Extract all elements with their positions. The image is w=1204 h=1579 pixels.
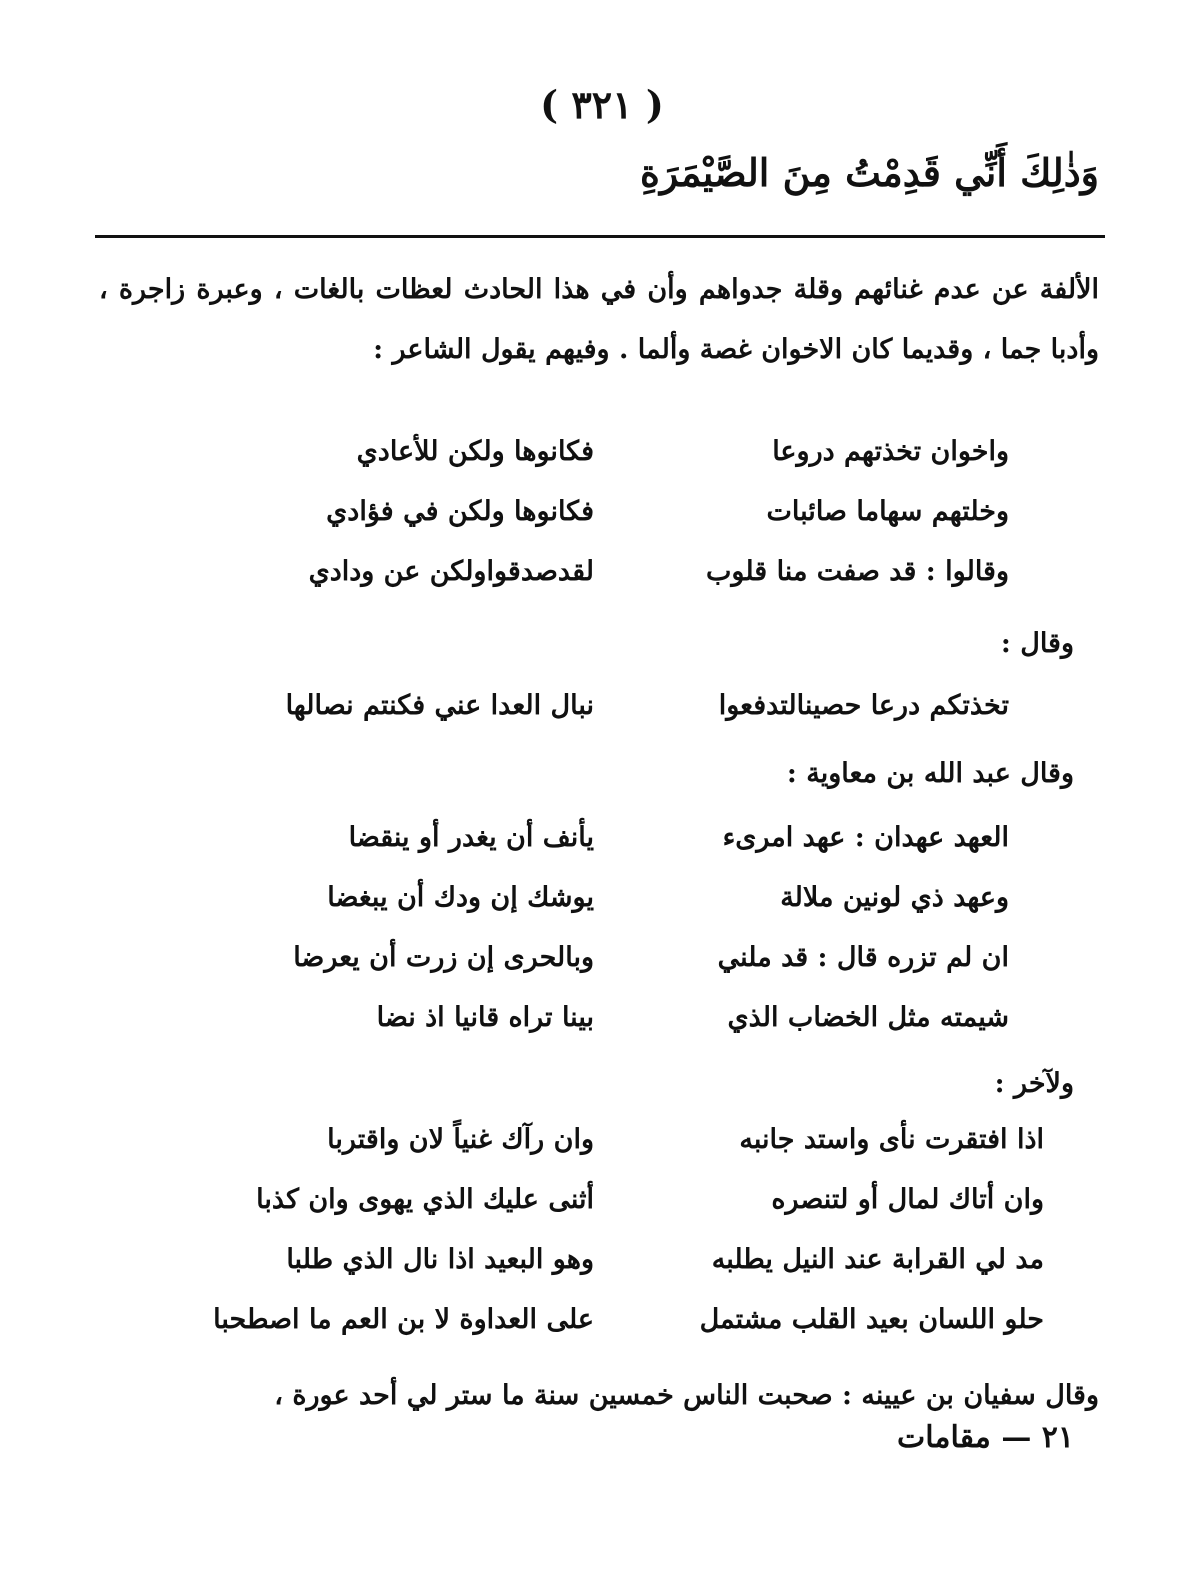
verse-first-hemistich: وان أتاك لمال أو لتنصره <box>771 1184 1044 1215</box>
verse-second-hemistich: وان رآك غنياً لان واقتربا <box>327 1124 594 1155</box>
verse-first-hemistich: وعهد ذي لونين ملالة <box>780 882 1009 913</box>
verse-first-hemistich: العهد عهدان : عهد امرىء <box>722 822 1009 853</box>
verse-second-hemistich: يوشك إن ودك أن يبغضا <box>327 882 594 913</box>
verse-second-hemistich: أثنى عليك الذي يهوى وان كذبا <box>256 1184 594 1215</box>
signature-footer: ٢١ — مقامات <box>897 1420 1074 1455</box>
verse-line <box>219 822 1009 882</box>
prose-paragraph-1 <box>99 260 1099 380</box>
verse-line <box>219 690 1009 750</box>
verse-line <box>164 1304 1044 1364</box>
verse-first-hemistich: مد لي القرابة عند النيل يطلبه <box>711 1244 1044 1275</box>
verse-first-hemistich: اذا افتقرت نأى واستد جانبه <box>739 1124 1044 1155</box>
verse-line <box>219 496 1009 556</box>
verse-second-hemistich: وبالحرى إن زرت أن يعرضا <box>293 942 594 973</box>
verse-line <box>219 436 1009 496</box>
verse-second-hemistich: لقدصدقواولكن عن ودادي <box>308 556 594 587</box>
verse-line <box>164 1124 1044 1184</box>
verse-line <box>164 1244 1044 1304</box>
verse-first-hemistich: تخذتكم درعا حصينالتدفعوا <box>718 690 1009 721</box>
verse-second-hemistich: نبال العدا عني فكنتم نصالها <box>285 690 594 721</box>
prose-paragraph-2 <box>99 1366 1099 1426</box>
verse-line <box>219 1002 1009 1062</box>
verse-second-hemistich: بينا تراه قانيا اذ نضا <box>376 1002 594 1033</box>
speaker-label: وقال : <box>1000 628 1074 659</box>
header-rule <box>95 235 1105 238</box>
prose-text: الألفة عن عدم غنائهم وقلة جدواهم وأن في هذا الحادث لعظات بالغات ، وعبرة زاجرة ، وأدبا جما ، وقديما كان الاخوان غصة وألما . وفيهم يقول الشاعر : <box>99 274 1099 365</box>
verse-second-hemistich: فكانوها ولكن للأعادي <box>356 436 594 467</box>
verse-line <box>219 556 1009 616</box>
verse-line <box>219 882 1009 942</box>
speaker-label: وقال عبد الله بن معاوية : <box>786 758 1074 789</box>
running-head: وَذٰلِكَ أَنِّي قَدِمْتُ مِنَ الصَّيْمَرَةِ <box>639 150 1099 195</box>
verse-first-hemistich: وخلتهم سهاما صائبات <box>766 496 1009 527</box>
verse-second-hemistich: وهو البعيد اذا نال الذي طلبا <box>286 1244 594 1275</box>
verse-second-hemistich: فكانوها ولكن في فؤادي <box>326 496 594 527</box>
verse-first-hemistich: شيمته مثل الخضاب الذي <box>727 1002 1009 1033</box>
page-number: ( ٣٢١ ) <box>540 82 664 127</box>
speaker-label: ولآخر : <box>994 1068 1074 1099</box>
verse-first-hemistich: واخوان تخذتهم دروعا <box>772 436 1009 467</box>
verse-line <box>219 942 1009 1002</box>
verse-first-hemistich: وقالوا : قد صفت منا قلوب <box>705 556 1009 587</box>
verse-line <box>164 1184 1044 1244</box>
prose-text: وقال سفيان بن عيينه : صحبت الناس خمسين سنة ما ستر لي أحد عورة ، <box>274 1380 1099 1411</box>
verse-second-hemistich: يأنف أن يغدر أو ينقضا <box>348 822 594 853</box>
verse-first-hemistich: ان لم تزره قال : قد ملني <box>717 942 1009 973</box>
verse-second-hemistich: على العداوة لا بن العم ما اصطحبا <box>213 1304 594 1335</box>
verse-first-hemistich: حلو اللسان بعيد القلب مشتمل <box>699 1304 1044 1335</box>
